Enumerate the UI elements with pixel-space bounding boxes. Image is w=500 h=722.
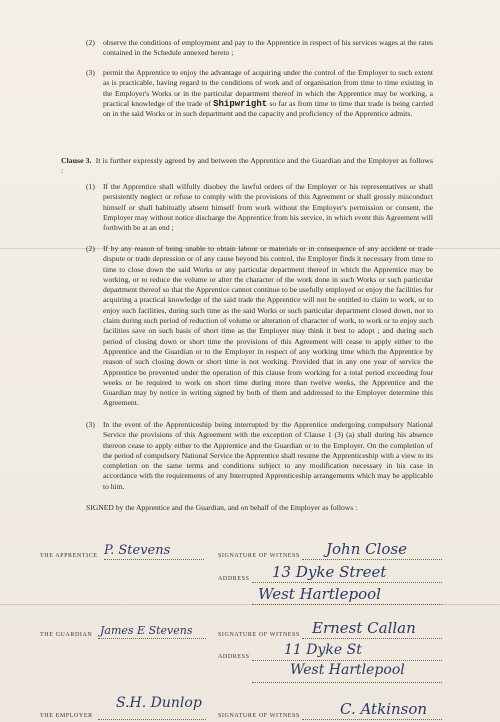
clause-3-item-1: If the Apprentice shall wilfully disobey the lawful orders of the Employer or his representatives or shall persistently neglect or refuse to comply with the provisions of this Agreement or shall grossly misconduct himself or shall habitually absent himself from work without the Employer's permission or consent, the Employer may without notice discharge the Apprentice from his service, in which event this Agreement will forthwith be at an end ; xyxy=(103,182,433,233)
signature-line xyxy=(302,559,442,560)
clause-item-number: (3) xyxy=(86,420,95,429)
witness-1-address-line-2: West Hartlepool xyxy=(258,585,381,603)
clause-item-number: (1) xyxy=(86,182,95,191)
witness-signature-label: SIGNATURE OF WITNESS xyxy=(218,553,300,559)
witness-1-signature: John Close xyxy=(326,540,408,558)
signature-line xyxy=(302,638,442,639)
witness-2-address-line-1: 11 Dyke St xyxy=(284,642,362,658)
employer-signature: S.H. Dunlop xyxy=(116,695,202,711)
witness-3-signature: C. Atkinson xyxy=(340,700,428,718)
address-line xyxy=(252,582,442,583)
guardian-signature: James E Stevens xyxy=(100,624,193,637)
paragraph-3-part-b: so far as from time to time that trade is being carried on in the said Works or in such department and the capacity and proficiency of the Apprentice admits. xyxy=(103,98,433,119)
address-line xyxy=(252,604,442,605)
employer-label: THE EMPLOYER xyxy=(40,713,93,719)
signature-line xyxy=(98,638,206,639)
signature-line xyxy=(98,719,206,720)
apprentice-label: THE APPRENTICE xyxy=(40,553,98,559)
paragraph-3-text xyxy=(103,68,433,119)
clause-3-item-2: If by any reason of being unable to obtain labour or materials or in consequence of any accident or trade dispute or trade depression or of any cause beyond his control, the Employer finds it necessary from time to time to close down the said Works or any particular department thereof in which the Apprentice may be working, or to reduce the volume or alter the character of the work done in such Works or such particular department thereof so that the Apprentice cannot continue to be usefully employed or enjoy the facilities for acquiring a practical knowledge of the said trade the Apprentice will not be entitled to claim to work, or to enjoy such facilities, during such time as the said Works or such particular department closed down, nor to claim during such period of reduction of volume or alteration of character of work, to work or to enjoy such facilities save on such basis of short time as the Employer may think it best to adopt ; and during such period of closing down or short time the provisions of this Agreement will cease to apply either to the Apprentice and the Guardian or to the Employer in respect of any working time which the Apprentice by reason of such closing down or short time is not working. Provided that in any one year of service the Apprentice be prevented under the operation of this clause from working for a total period exceeding four weeks or be required to work on short time during more than twelve weeks, the Apprentice and the Guardian may by notice in writing signed by both of them and addressed to the Employer determine this Agreement. xyxy=(103,244,433,408)
paragraph-2-text: observe the conditions of employment and pay to the Apprentice in respect of his services wages at the rates contained in the Schedule annexed hereto ; xyxy=(103,38,433,58)
address-line xyxy=(252,682,442,683)
clause-heading: Clause 3. xyxy=(61,156,92,165)
paragraph-number: (3) xyxy=(86,68,95,77)
paragraph-3-part-a: permit the Apprentice to enjoy the advantage of acquiring under the control of the Employer to such extent as is practicable, having regard to the conditions of work and of organisation from time to time existing in the Employer's Works or in the particular department thereof in which the Apprentice may be working, a practical knowledge of the trade of xyxy=(103,68,433,108)
apprentice-signature: P. Stevens xyxy=(104,543,171,558)
address-label: ADDRESS xyxy=(218,576,250,582)
witness-signature-label: SIGNATURE OF WITNESS xyxy=(218,632,300,638)
signature-line xyxy=(302,719,442,720)
witness-1-address-line-1: 13 Dyke Street xyxy=(272,563,387,581)
clause-item-number: (2) xyxy=(86,244,95,253)
signature-line xyxy=(104,559,204,560)
paragraph-number: (2) xyxy=(86,38,95,47)
witness-2-signature: Ernest Callan xyxy=(312,619,416,637)
witness-2-address-line-2: West Hartlepool xyxy=(290,662,405,678)
trade-field: Shipwright xyxy=(213,98,268,109)
witness-signature-label: SIGNATURE OF WITNESS xyxy=(218,713,300,719)
address-label: ADDRESS xyxy=(218,654,250,660)
clause-3-intro xyxy=(61,156,433,177)
address-line xyxy=(252,660,442,661)
guardian-label: THE GUARDIAN xyxy=(40,632,93,638)
clause-3-item-3: In the event of the Apprenticeship being interrupted by the Apprentice undergoing compulsory National Service the provisions of this Agreement with the exception of Clause 1 (3) (a) shall during his absence thereon cease to apply either to the Apprentice and the Guardian or to the Employer. On the completion of the period of compulsory National Service the Apprentice shall resume the Apprenticeship with a view to its completion on the same terms and conditions subject to any modification necessary in his case in accordance with the requirements of any Interrupted Apprenticeship arrangements which may be applicable to him. xyxy=(103,420,433,491)
signed-statement: SIGNED by the Apprentice and the Guardian, and on behalf of the Employer as follows : xyxy=(86,503,358,512)
clause-intro-text: It is further expressly agreed by and between the Apprentice and the Guardian and the Employer as follows : xyxy=(61,156,434,176)
